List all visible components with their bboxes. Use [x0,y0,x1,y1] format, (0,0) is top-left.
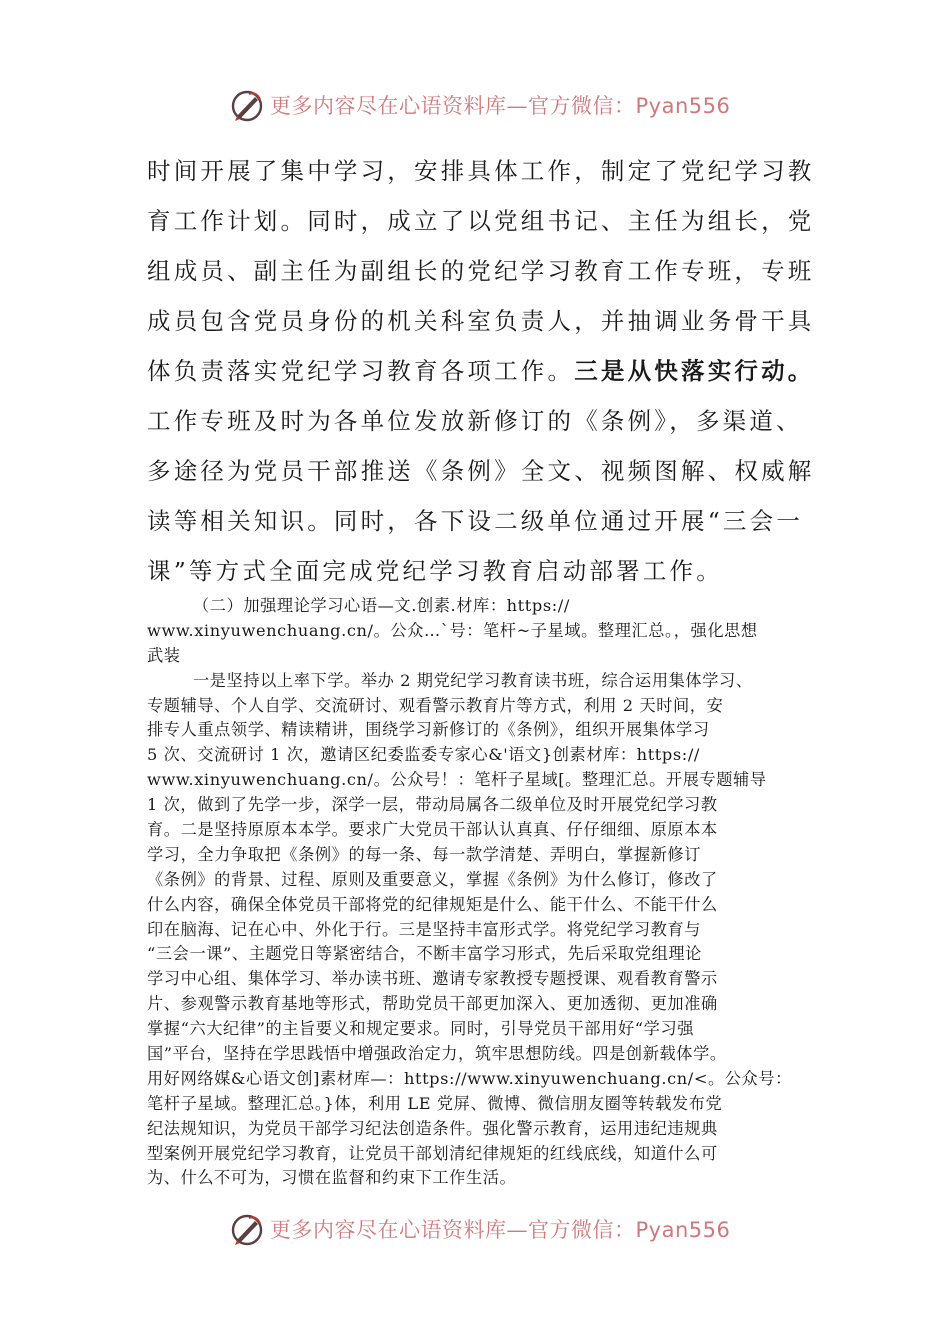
text-line: 纪法规知识，为党员干部学习纪法创造条件。强化警示教育，运用违纪违规典 [147,1118,718,1138]
text-line: “三会一课”、主题党日等紧密结合，不断丰富学习形式，先后采取党组理论 [147,944,702,964]
pen-logo-icon [229,1212,265,1248]
text-line: 育。二是坚持原原本本学。要求广大党员干部认认真真、仔仔细细、原原本本 [147,820,718,840]
text-line: 课”等方式全面完成党纪学习教育启动部署工作。 [147,557,723,585]
text-line-mixed [147,346,815,396]
body-large-text [147,146,815,596]
text-line: 读等相关知识。同时，各下设二级单位通过开展“三会一 [147,507,804,535]
text-line: 用好网络媒&心语文创]素材库—：https://www.xinyuwenchuang.cn/<。公众号： [147,1068,792,1088]
header-banner [0,84,950,128]
banner-text [270,90,730,120]
text-line: 印在脑海、记在心中、外化于行。三是坚持丰富形式学。将党纪学习教育与 [147,919,701,939]
text-line: 多途径为党员干部推送《条例》全文、视频图解、权威解 [147,457,815,485]
text-line: www.xinyuwenchuang.cn/。公众…`号：笔杆~子星域。整理汇总。，强化思想 [147,620,758,640]
banner-text-cn: 更多内容尽在心语资料库—官方微信： [270,1218,636,1242]
banner-wechat-id: Pyan556 [635,94,731,118]
text-line: 笔杆子星域。整理汇总。}体，利用 LE 党屏、微博、微信朋友圈等转载发布党 [147,1093,723,1113]
text-bold-heading: 三是从快落实行动。 [574,357,815,385]
text-normal: 体负责落实党纪学习教育各项工作。 [147,357,575,385]
text-line: 一是坚持以上率下学。举办 2 期党纪学习教育读书班，综合运用集体学习、 [147,670,753,690]
pen-logo-icon [229,88,265,124]
banner-wechat-id: Pyan556 [635,1218,731,1242]
text-line: 国”平台，坚持在学思践悟中增强政治定力，筑牢思想防线。四是创新载体学。 [147,1044,727,1064]
text-line: 型案例开展党纪学习教育，让党员干部划清纪律规矩的红线底线，知道什么可 [147,1143,718,1163]
text-line: （二）加强理论学习心语—文.创素.材库：https:// [147,596,570,615]
text-line: 什么内容，确保全体党员干部将党的纪律规矩是什么、能干什么、不能干什么 [147,894,718,914]
banner-text-cn: 更多内容尽在心语资料库—官方微信： [270,94,636,118]
text-line: 武装 [147,645,181,665]
text-line: 《条例》的背景、过程、原则及重要意义，掌握《条例》为什么修订，修改了 [147,869,718,889]
banner-text [270,1214,730,1244]
text-line: 成员包含党员身份的机关科室负责人，并抽调业务骨干具 [147,307,815,335]
footer-banner [0,1208,950,1252]
text-line: 掌握“六大纪律”的主旨要义和规定要求。同时，引导党员干部用好“学习强 [147,1019,695,1039]
text-line: 育工作计划。同时，成立了以党组书记、主任为组长，党 [147,207,815,235]
text-line: www.xinyuwenchuang.cn/。公众号！：笔杆子星域[。整理汇总。开展专题辅导 [147,770,767,790]
body-small-text [147,594,812,1191]
text-line: 排专人重点领学、精读精讲，围绕学习新修订的《条例》，组织开展集体学习 [147,720,710,740]
text-line: 1 次，做到了先学一步，深学一层，带动局属各二级单位及时开展党纪学习教 [147,795,718,815]
text-line: 片、参观警示教育基地等形式，帮助党员干部更加深入、更加透彻、更加准确 [147,994,718,1014]
text-line: 组成员、副主任为副组长的党纪学习教育工作专班，专班 [147,257,815,285]
text-line: 学习，全力争取把《条例》的每一条、每一款学清楚、弄明白，掌握新修订 [147,844,701,864]
text-line: 工作专班及时为各单位发放新修订的《条例》，多渠道、 [147,407,803,435]
text-line: 时间开展了集中学习，安排具体工作，制定了党纪学习教 [147,157,815,185]
text-line: 专题辅导、个人自学、交流研讨、观看警示教育片等方式，利用 2 天时间，安 [147,695,724,715]
text-line: 为、什么不可为，习惯在监督和约束下工作生活。 [147,1168,517,1188]
text-line: 学习中心组、集体学习、举办读书班、邀请专家教授专题授课、观看教育警示 [147,969,718,989]
text-line: 5 次、交流研讨 1 次，邀请区纪委监委专家心&'语文}创素材库：https:// [147,745,700,765]
